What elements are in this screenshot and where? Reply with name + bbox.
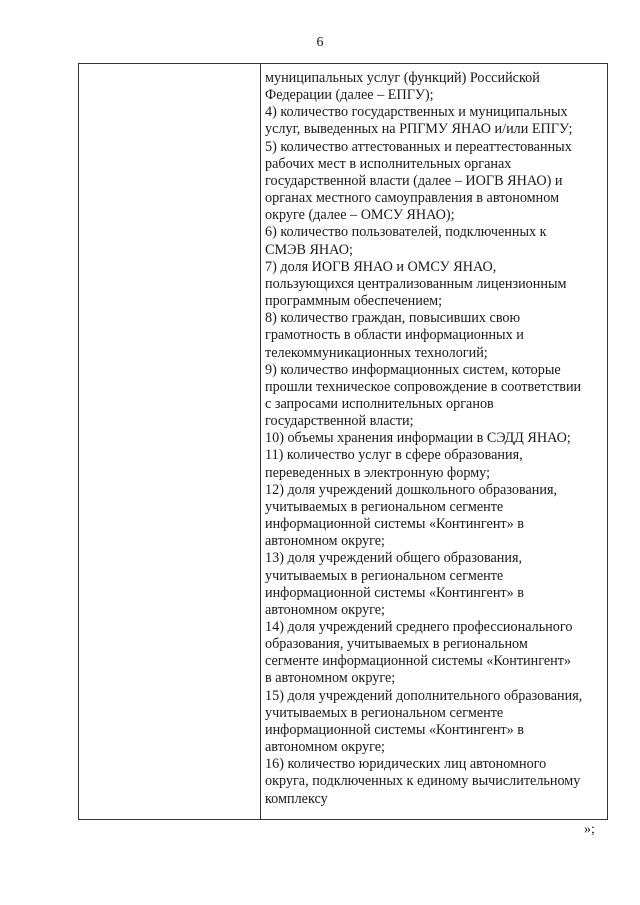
text-line: информационной системы «Контингент» в [265, 721, 524, 738]
text-line: информационной системы «Контингент» в [265, 584, 524, 601]
text-line: муниципальных услуг (функций) Российской [265, 70, 540, 86]
text-line: с запросами исполнительных органов [265, 395, 494, 412]
text-line: учитываемых в региональном сегменте [265, 704, 504, 721]
text-line: 4) количество государственных и муниципальных [265, 104, 568, 121]
indicator-list [261, 64, 607, 808]
closing-quote-mark: »; [584, 822, 595, 837]
text-line: услуг, выведенных на РПГМУ ЯНАО и/или ЕПГУ; [265, 121, 573, 138]
text-line: 10) объемы хранения информации в СЭДД ЯНАО; [265, 430, 571, 447]
text-line: 12) доля учреждений дошкольного образования, [265, 481, 558, 498]
text-line: учитываемых в региональном сегменте [265, 567, 504, 584]
text-line: рабочих мест в исполнительных органах [265, 155, 512, 172]
text-line: 13) доля учреждений общего образования, [265, 550, 523, 567]
page-number: 6 [316, 35, 324, 50]
table-row [79, 64, 608, 820]
text-line: в автономном округе; [265, 670, 396, 687]
text-line: 7) доля ИОГВ ЯНАО и ОМСУ ЯНАО, [265, 258, 497, 275]
text-line: грамотность в области информационных и [265, 327, 524, 344]
text-line: 9) количество информационных систем, которые [265, 361, 561, 378]
text-line: государственной власти (далее – ИОГВ ЯНАО) и [265, 172, 563, 189]
text-line: сегменте информационной системы «Контингент» [265, 653, 572, 670]
text-line: пользующихся централизованным лицензионным [265, 275, 567, 292]
text-line: учитываемых в региональном сегменте [265, 498, 504, 515]
text-line: округа, подключенных к единому вычислительному [265, 773, 581, 790]
text-line: комплексу [265, 790, 328, 807]
text-line: 11) количество услуг в сфере образования, [265, 447, 523, 464]
text-line: автономном округе; [265, 601, 385, 618]
text-line: 16) количество юридических лиц автономного [265, 756, 547, 773]
text-line: 6) количество пользователей, подключенных к [265, 224, 547, 241]
text-line: 5) количество аттестованных и переаттестованных [265, 138, 572, 155]
text-line: автономном округе; [265, 739, 385, 756]
document-table [78, 63, 608, 820]
text-line: Федерации (далее – ЕПГУ); [265, 87, 434, 104]
text-line: 15) доля учреждений дополнительного образования, [265, 687, 583, 704]
text-line: переведенных в электронную форму; [265, 464, 491, 481]
text-line: 14) доля учреждений среднего профессионального [265, 619, 573, 635]
text-line: прошли техническое сопровождение в соответствии [265, 378, 582, 395]
right-cell [261, 64, 608, 820]
left-cell [79, 64, 261, 820]
text-line: программным обеспечением; [265, 293, 443, 310]
text-line: автономном округе; [265, 533, 385, 550]
text-line: 8) количество граждан, повысивших свою [265, 310, 521, 327]
text-line: образования, учитываемых в региональном [265, 636, 528, 653]
text-line: телекоммуникационных технологий; [265, 344, 488, 361]
text-line: государственной власти; [265, 413, 414, 430]
text-line: СМЭВ ЯНАО; [265, 241, 353, 258]
text-line: округе (далее – ОМСУ ЯНАО); [265, 207, 455, 224]
text-line: органах местного самоуправления в автономном [265, 190, 560, 207]
text-line: информационной системы «Контингент» в [265, 516, 524, 533]
